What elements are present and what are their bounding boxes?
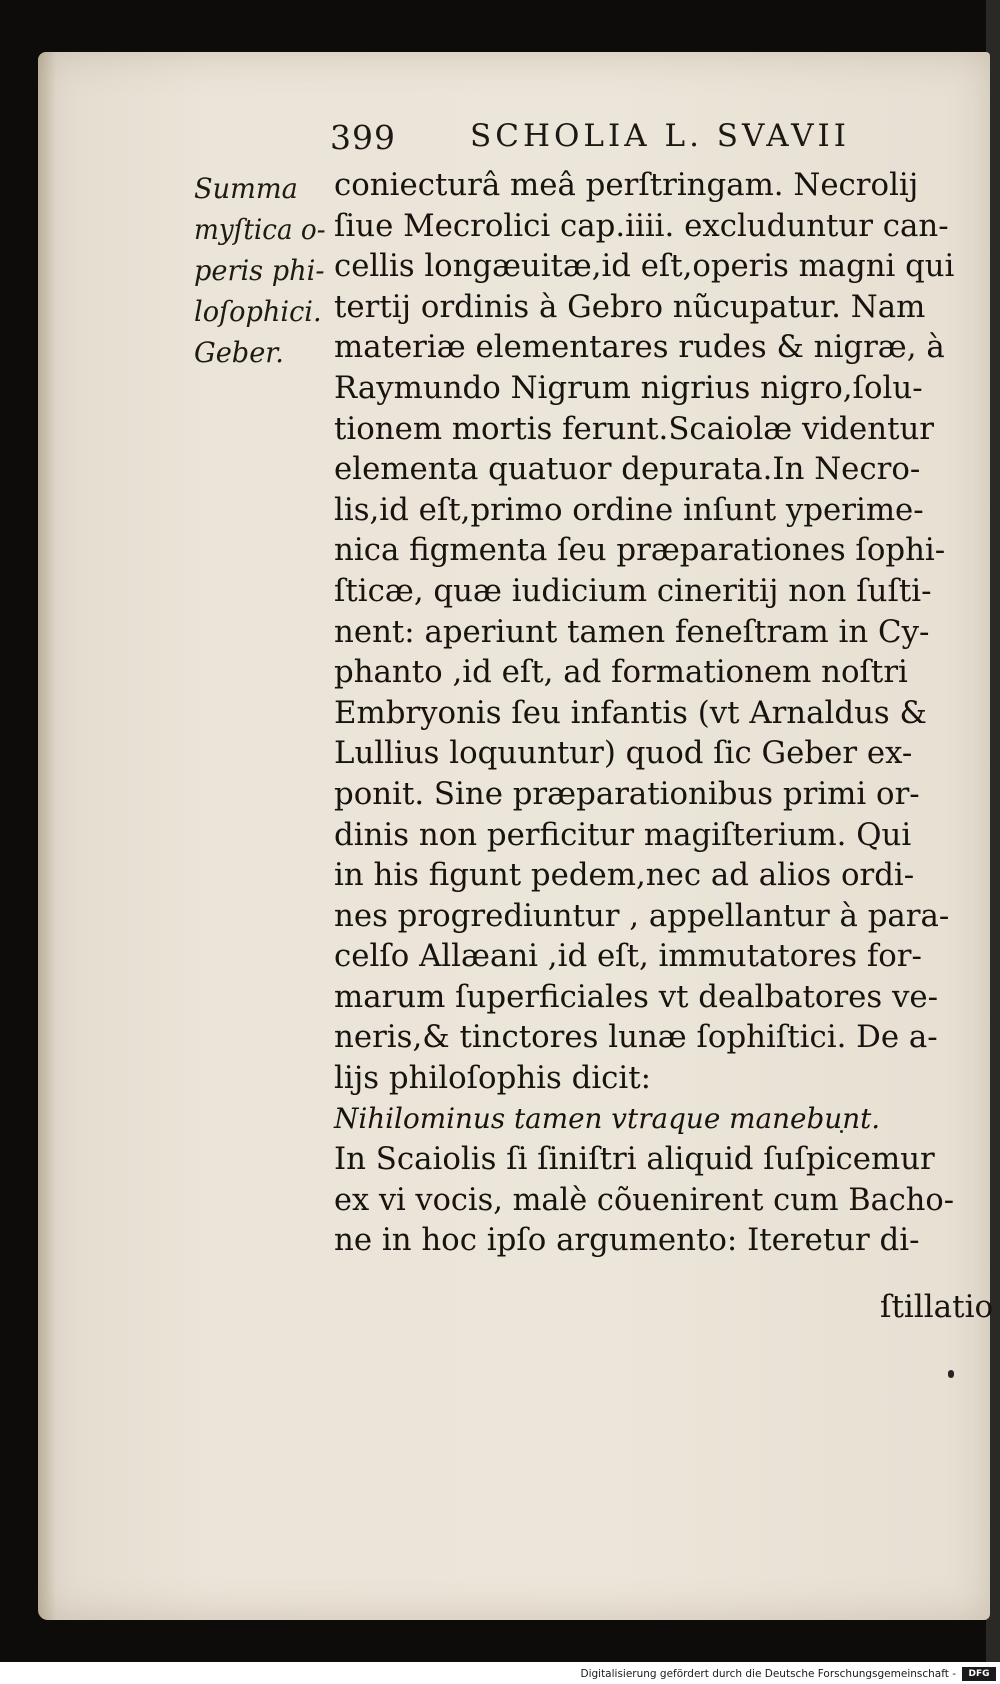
text-line: nes progrediuntur , appellantur à para- bbox=[334, 897, 950, 934]
text-line: lis,id eſt,primo ordine inſunt yperime- bbox=[334, 491, 924, 528]
italic-quote-line: Nihilominus tamen vtraque manebunt. bbox=[334, 1101, 881, 1135]
text-line: ſiue Mecrolici cap.iiii. excluduntur can- bbox=[334, 207, 949, 244]
marginal-note-line: loſophici. bbox=[194, 295, 322, 328]
text-line: ne in hoc ipſo argumento: Iteretur di- bbox=[334, 1222, 920, 1259]
text-line: dinis non perficitur magiſterium. Qui bbox=[334, 816, 912, 853]
text-line: ſticæ, quæ iudicium cineritij non ſuſti- bbox=[334, 572, 932, 609]
ink-speck bbox=[948, 1370, 954, 1378]
text-line: Embryonis ſeu infantis (vt Arnaldus & bbox=[334, 694, 927, 731]
page-gutter-shadow bbox=[38, 52, 56, 1620]
catchword: ſtillatio bbox=[880, 1289, 994, 1325]
marginal-notes bbox=[194, 168, 330, 373]
funding-credit: Digitalisierung gefördert durch die Deutsche Forschungsgemeinschaft - bbox=[580, 1668, 956, 1680]
text-line: marum ſuperficiales vt dealbatores ve- bbox=[334, 978, 939, 1015]
text-line: tertij ordinis à Gebro nũcupatur. Nam bbox=[334, 288, 926, 325]
text-line: coniecturâ meâ perſtringam. Necrolij bbox=[334, 167, 919, 203]
text-line: in his figunt pedem,nec ad alios ordi- bbox=[334, 857, 915, 894]
marginal-note-line: peris phi- bbox=[194, 254, 325, 287]
running-head-title: SCHOLIA L. SVAVII bbox=[470, 118, 851, 154]
text-line: ponit. Sine præparationibus primi or- bbox=[334, 775, 920, 812]
text-line: nica figmenta ſeu præparationes ſophi- bbox=[334, 532, 946, 569]
marginal-note-line: Summa bbox=[194, 172, 298, 205]
running-head bbox=[0, 118, 1000, 164]
text-line: phanto ,id eſt, ad formationem noſtri bbox=[334, 654, 908, 691]
text-line: tionem mortis ferunt.Scaiolæ videntur bbox=[334, 410, 935, 447]
marginal-note-line: myſtica o- bbox=[194, 213, 326, 246]
text-line: elementa quatuor depurata.In Necro- bbox=[334, 451, 921, 488]
text-line: In Scaiolis ſi ſiniſtri aliquid ſuſpicemur bbox=[334, 1141, 935, 1178]
text-line: nent: aperiunt tamen feneſtram in Cy- bbox=[334, 613, 930, 650]
page-number: 399 bbox=[330, 118, 396, 157]
text-line: lijs philoſophis dicit: bbox=[334, 1060, 652, 1097]
text-line: celſo Allæani ,id eſt, immutatores for- bbox=[334, 938, 922, 975]
text-line: cellis longæuitæ,id eſt,operis magni qui bbox=[334, 248, 955, 285]
text-line: materiæ elementares rudes & nigræ, à bbox=[334, 329, 945, 366]
marginal-note-line: Geber. bbox=[194, 336, 284, 369]
text-line: Raymundo Nigrum nigrius nigro,ſolu- bbox=[334, 369, 923, 406]
dfg-logo: DFG bbox=[962, 1667, 996, 1681]
text-line: ex vi vocis, malè cõuenirent cum Bacho- bbox=[334, 1181, 954, 1218]
body-text bbox=[334, 165, 958, 1261]
text-line: Lullius loquuntur) quod ſic Geber ex- bbox=[334, 735, 913, 772]
text-line: neris,& tinctores lunæ ſophiſtici. De a- bbox=[334, 1019, 938, 1056]
